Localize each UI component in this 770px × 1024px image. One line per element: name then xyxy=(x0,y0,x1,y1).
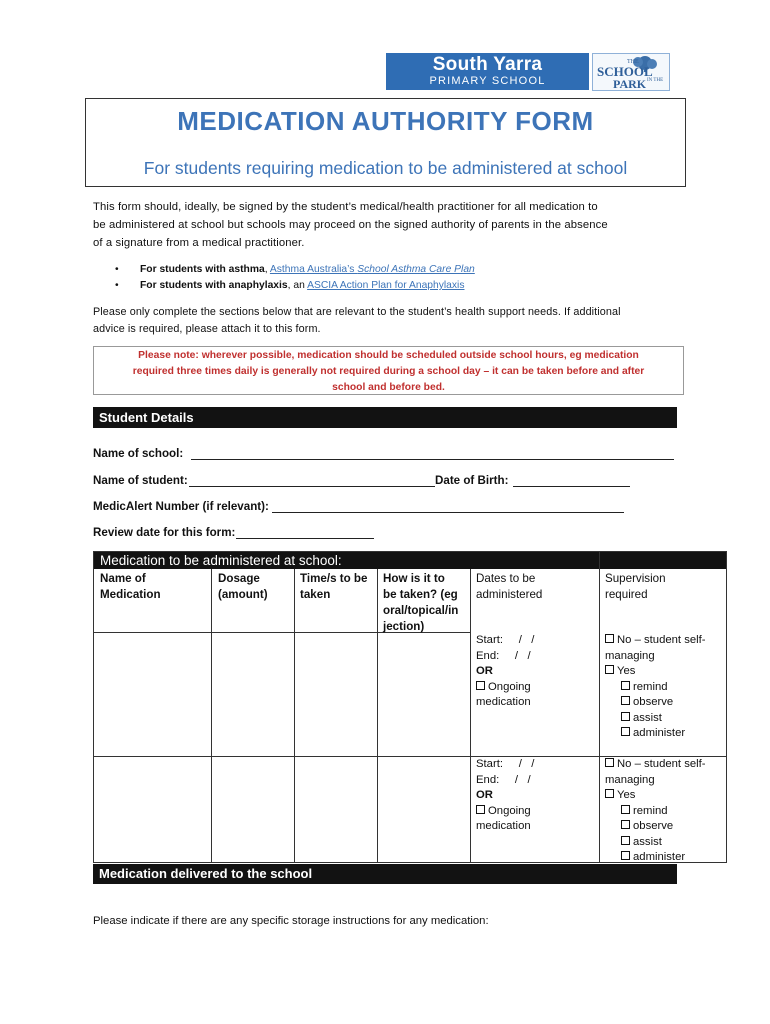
medication-name-cell[interactable] xyxy=(95,758,210,862)
student-name-label: Name of student: xyxy=(93,474,188,487)
ongoing-label-2: medication xyxy=(476,696,531,708)
ongoing-option[interactable] xyxy=(476,680,534,696)
administer-label: administer xyxy=(633,727,686,739)
col-header-supervision xyxy=(605,571,666,603)
yes-label: Yes xyxy=(617,789,636,801)
end-date-field[interactable]: End: / / xyxy=(476,649,531,662)
medicalert-label: MedicAlert Number (if relevant): xyxy=(93,500,269,513)
col-header-how-4: jection) xyxy=(383,620,425,633)
intro-line-3: of a signature from a medical practitioner. xyxy=(93,237,305,249)
checkbox-icon[interactable] xyxy=(621,727,630,736)
col-header-dosage xyxy=(218,571,268,603)
method-cell[interactable] xyxy=(378,634,469,755)
assist-option[interactable] xyxy=(605,835,723,851)
park-logo-in-the: IN THE xyxy=(647,78,664,83)
col-header-how xyxy=(383,571,458,635)
ongoing-label: Ongoing xyxy=(488,804,531,817)
times-cell[interactable] xyxy=(295,758,376,862)
assist-option[interactable] xyxy=(605,711,723,727)
park-logo-park: PARK xyxy=(613,77,647,90)
bullet-anaphylaxis-sep: , an xyxy=(287,280,308,291)
self-managing-label-2: managing xyxy=(605,649,655,662)
self-managing-option[interactable] xyxy=(605,633,723,649)
asthma-link-prefix: Asthma Australia’s xyxy=(269,264,358,275)
observe-option[interactable] xyxy=(605,695,723,711)
instructions-line-1: Please only complete the sections below that are relevant to the student’s health support needs. If additional xyxy=(93,306,621,318)
administer-label: administer xyxy=(633,851,686,863)
assist-label: assist xyxy=(633,835,662,848)
asthma-link-italic: School Asthma Care Plan xyxy=(357,264,475,275)
observe-label: observe xyxy=(633,820,674,832)
supervision-cell xyxy=(605,757,723,866)
checkbox-icon[interactable] xyxy=(476,681,485,690)
checkbox-icon[interactable] xyxy=(621,696,630,705)
self-managing-option[interactable] xyxy=(605,757,723,773)
school-name-label: Name of school: xyxy=(93,447,184,460)
col-header-dates-2: administered xyxy=(476,588,543,601)
checkbox-icon[interactable] xyxy=(621,820,630,829)
bullet-icon: • xyxy=(115,264,119,275)
end-date-field[interactable]: End: / / xyxy=(476,773,531,786)
dob-field[interactable] xyxy=(513,474,630,487)
col-header-supervision-1: Supervision xyxy=(605,572,666,585)
school-in-the-park-logo xyxy=(592,53,670,91)
self-managing-label: No – student self- xyxy=(617,758,706,770)
table-col-divider xyxy=(470,569,471,863)
note-line-1: Please note: wherever possible, medication should be scheduled outside school hours, eg medication xyxy=(138,350,639,361)
dosage-cell[interactable] xyxy=(212,634,293,755)
remind-option[interactable] xyxy=(605,804,723,820)
student-details-heading: Student Details xyxy=(93,407,677,428)
checkbox-icon[interactable] xyxy=(605,789,614,798)
ongoing-label-2: medication xyxy=(476,820,531,832)
school-logo-sub: PRIMARY SCHOOL xyxy=(429,75,546,87)
checkbox-icon[interactable] xyxy=(621,836,630,845)
note-line-3: school and before bed. xyxy=(332,382,445,393)
school-logo xyxy=(386,53,589,90)
yes-option[interactable] xyxy=(605,788,723,804)
note-line-2: required three times daily is generally not required during a school day – it can be taken before and after xyxy=(132,366,645,377)
note-text xyxy=(93,348,684,396)
storage-instructions-field[interactable] xyxy=(93,932,683,1012)
storage-instructions-prompt: Please indicate if there are any specific storage instructions for any medication: xyxy=(93,915,489,927)
col-header-how-1: How is it to xyxy=(383,572,445,585)
checkbox-icon[interactable] xyxy=(621,712,630,721)
school-logo-name: South Yarra xyxy=(432,54,543,75)
observe-label: observe xyxy=(633,696,674,708)
medication-name-cell[interactable] xyxy=(95,634,210,755)
intro-line-2: be administered at school but schools may proceed on the signed authority of parents in the absence xyxy=(93,219,608,231)
col-header-dates-1: Dates to be xyxy=(476,572,536,585)
yes-option[interactable] xyxy=(605,664,723,680)
medicalert-field[interactable] xyxy=(272,500,624,513)
bullet-icon: • xyxy=(115,280,119,291)
col-header-dates xyxy=(476,571,542,603)
or-label: OR xyxy=(476,665,493,677)
col-header-times xyxy=(300,571,367,603)
checkbox-icon[interactable] xyxy=(605,634,614,643)
dates-cell xyxy=(476,757,534,835)
checkbox-icon[interactable] xyxy=(621,681,630,690)
col-header-how-3: oral/topical/in xyxy=(383,604,459,617)
col-header-dosage-2: (amount) xyxy=(218,588,268,601)
bullet-asthma xyxy=(140,263,475,277)
start-date-field[interactable]: Start: / / xyxy=(476,758,535,770)
col-header-times-1: Time/s to be xyxy=(300,572,368,585)
col-header-times-2: taken xyxy=(300,588,331,601)
medication-table-heading: Medication to be administered at school: xyxy=(94,552,599,569)
col-header-name-2: Medication xyxy=(100,588,161,601)
checkbox-icon[interactable] xyxy=(605,665,614,674)
yes-label: Yes xyxy=(617,665,636,677)
col-header-name xyxy=(100,571,161,603)
ascia-action-plan-link[interactable]: ASCIA Action Plan for Anaphylaxis xyxy=(307,280,465,291)
administer-option[interactable] xyxy=(605,726,723,742)
school-name-field[interactable] xyxy=(191,447,674,460)
instructions-line-2: advice is required, please attach it to this form. xyxy=(93,323,321,335)
method-cell[interactable] xyxy=(378,758,469,862)
tree-icon xyxy=(593,54,669,90)
page-subtitle: For students requiring medication to be administered at school xyxy=(143,158,628,178)
supervision-cell xyxy=(605,633,723,742)
self-managing-label-2: managing xyxy=(605,773,655,786)
review-date-field[interactable] xyxy=(236,526,374,539)
bullet-asthma-lead: For students with asthma xyxy=(140,264,265,275)
col-header-supervision-2: required xyxy=(605,588,648,601)
table-col-divider xyxy=(599,552,600,863)
start-date-field[interactable]: Start: / / xyxy=(476,634,535,646)
student-name-field[interactable] xyxy=(189,474,435,487)
dob-label: Date of Birth: xyxy=(435,474,509,487)
checkbox-icon[interactable] xyxy=(621,805,630,814)
park-logo-school: SCHOOL xyxy=(597,64,653,79)
checkbox-icon[interactable] xyxy=(621,851,630,860)
bullet-anaphylaxis xyxy=(140,279,465,293)
remind-label: remind xyxy=(633,804,668,817)
bullet-asthma-sep: , xyxy=(264,264,270,275)
intro-line-1: This form should, ideally, be signed by the student’s medical/health practitioner for all medication to xyxy=(93,201,598,213)
times-cell[interactable] xyxy=(295,634,376,755)
checkbox-icon[interactable] xyxy=(476,805,485,814)
self-managing-label: No – student self- xyxy=(617,634,706,646)
ongoing-option[interactable] xyxy=(476,804,534,820)
review-date-label: Review date for this form: xyxy=(93,526,236,539)
col-header-dosage-1: Dosage xyxy=(218,572,260,585)
dates-cell xyxy=(476,633,534,711)
page-title: MEDICATION AUTHORITY FORM xyxy=(177,106,594,136)
or-label: OR xyxy=(476,789,493,801)
checkbox-icon[interactable] xyxy=(605,758,614,767)
remind-option[interactable] xyxy=(605,680,723,696)
observe-option[interactable] xyxy=(605,819,723,835)
medication-table-heading-end xyxy=(599,552,726,569)
park-logo-the: THE xyxy=(627,59,639,65)
dosage-cell[interactable] xyxy=(212,758,293,862)
medication-delivered-heading: Medication delivered to the school xyxy=(93,864,677,884)
col-header-how-2: be taken? (eg xyxy=(383,588,458,601)
remind-label: remind xyxy=(633,680,668,693)
ongoing-label: Ongoing xyxy=(488,680,531,693)
assist-label: assist xyxy=(633,711,662,724)
col-header-name-1: Name of xyxy=(100,572,146,585)
asthma-care-plan-link[interactable] xyxy=(270,264,475,275)
bullet-anaphylaxis-lead: For students with anaphylaxis xyxy=(140,280,288,291)
